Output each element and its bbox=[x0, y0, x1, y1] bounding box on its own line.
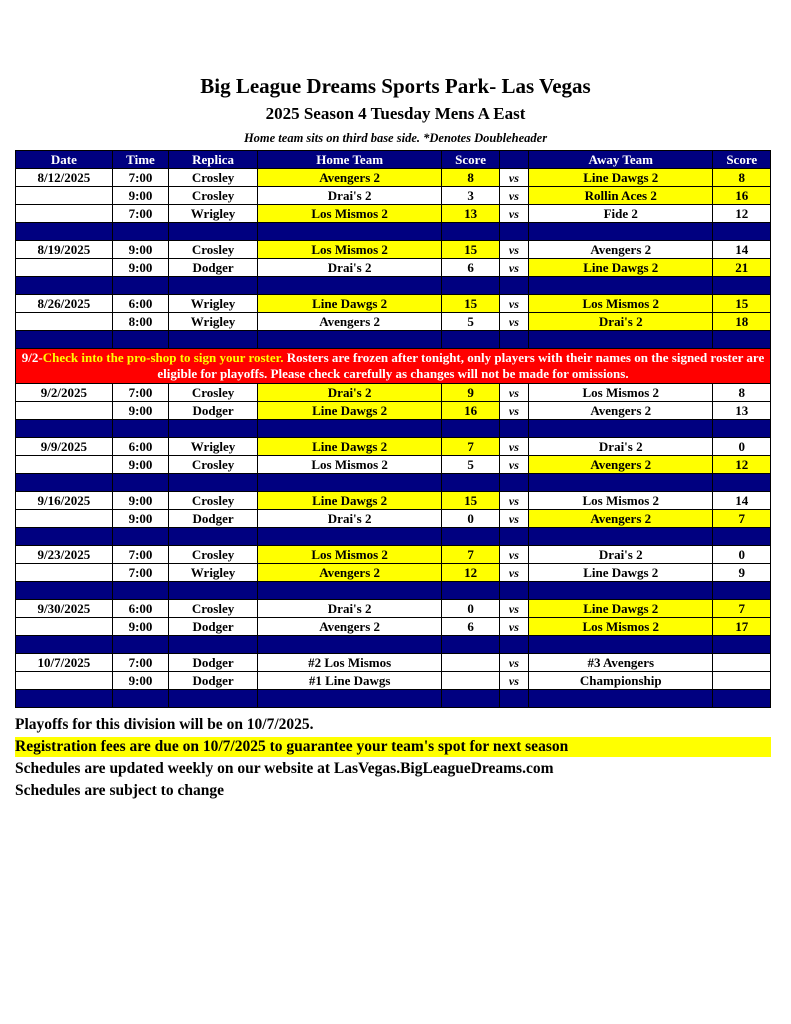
separator-row bbox=[16, 690, 771, 708]
game-date: 8/12/2025 bbox=[16, 169, 113, 187]
separator-cell bbox=[112, 528, 168, 546]
separator-cell bbox=[529, 223, 713, 241]
separator-cell bbox=[713, 277, 771, 295]
away-team: Line Dawgs 2 bbox=[529, 259, 713, 277]
separator-cell bbox=[713, 223, 771, 241]
vs-label: vs bbox=[499, 187, 528, 205]
vs-label: vs bbox=[499, 456, 528, 474]
home-score: 0 bbox=[442, 600, 499, 618]
separator-cell bbox=[442, 474, 499, 492]
separator-cell bbox=[112, 331, 168, 349]
field-replica: Crosley bbox=[169, 384, 258, 402]
game-time: 6:00 bbox=[112, 438, 168, 456]
game-time: 7:00 bbox=[112, 384, 168, 402]
game-date: 8/26/2025 bbox=[16, 295, 113, 313]
vs-label: vs bbox=[499, 295, 528, 313]
away-team: #3 Avengers bbox=[529, 654, 713, 672]
home-score: 15 bbox=[442, 295, 499, 313]
separator-cell bbox=[169, 331, 258, 349]
col-header-home-score: Score bbox=[442, 151, 499, 169]
home-team: Line Dawgs 2 bbox=[257, 438, 441, 456]
separator-cell bbox=[257, 690, 441, 708]
separator-cell bbox=[112, 690, 168, 708]
separator-cell bbox=[442, 277, 499, 295]
away-team: Drai's 2 bbox=[529, 546, 713, 564]
separator-row bbox=[16, 331, 771, 349]
subject-note: Schedules are subject to change bbox=[15, 782, 224, 799]
vs-label: vs bbox=[499, 402, 528, 420]
game-row bbox=[16, 654, 771, 672]
game-date bbox=[16, 187, 113, 205]
field-replica: Wrigley bbox=[169, 205, 258, 223]
separator-cell bbox=[713, 582, 771, 600]
home-score: 15 bbox=[442, 492, 499, 510]
away-team: Los Mismos 2 bbox=[529, 492, 713, 510]
game-time: 9:00 bbox=[112, 618, 168, 636]
game-row bbox=[16, 672, 771, 690]
game-time: 8:00 bbox=[112, 313, 168, 331]
away-score: 0 bbox=[713, 546, 771, 564]
away-score: 7 bbox=[713, 510, 771, 528]
away-team: Rollin Aces 2 bbox=[529, 187, 713, 205]
notice-highlight: Check into the pro-shop to sign your roster. bbox=[42, 350, 284, 365]
roster-notice-row bbox=[16, 349, 771, 384]
separator-cell bbox=[442, 690, 499, 708]
home-team: Los Mismos 2 bbox=[257, 241, 441, 259]
game-date bbox=[16, 205, 113, 223]
separator-cell bbox=[499, 223, 528, 241]
away-score: 17 bbox=[713, 618, 771, 636]
separator-cell bbox=[16, 420, 113, 438]
game-date: 9/23/2025 bbox=[16, 546, 113, 564]
col-header-vs bbox=[499, 151, 528, 169]
separator-cell bbox=[257, 277, 441, 295]
away-team: Los Mismos 2 bbox=[529, 295, 713, 313]
separator-cell bbox=[529, 277, 713, 295]
table-header-row bbox=[16, 151, 771, 169]
vs-label: vs bbox=[499, 672, 528, 690]
game-row bbox=[16, 600, 771, 618]
separator-cell bbox=[713, 474, 771, 492]
website-note: Schedules are updated weekly on our website at LasVegas.BigLeagueDreams.com bbox=[15, 760, 554, 777]
game-row bbox=[16, 259, 771, 277]
separator-cell bbox=[257, 528, 441, 546]
home-team: Drai's 2 bbox=[257, 259, 441, 277]
roster-notice bbox=[16, 349, 771, 384]
away-score: 14 bbox=[713, 241, 771, 259]
game-date bbox=[16, 564, 113, 582]
playoffs-note: Playoffs for this division will be on 10/7/2025. bbox=[15, 716, 314, 733]
home-score: 0 bbox=[442, 510, 499, 528]
separator-cell bbox=[529, 420, 713, 438]
game-time: 6:00 bbox=[112, 600, 168, 618]
separator-cell bbox=[16, 636, 113, 654]
home-team: Avengers 2 bbox=[257, 169, 441, 187]
col-header-home-team: Home Team bbox=[257, 151, 441, 169]
game-time: 9:00 bbox=[112, 241, 168, 259]
separator-cell bbox=[442, 636, 499, 654]
game-date: 9/16/2025 bbox=[16, 492, 113, 510]
separator-cell bbox=[529, 582, 713, 600]
home-team: #2 Los Mismos bbox=[257, 654, 441, 672]
home-score: 7 bbox=[442, 438, 499, 456]
separator-cell bbox=[257, 223, 441, 241]
home-team: Line Dawgs 2 bbox=[257, 295, 441, 313]
game-row bbox=[16, 295, 771, 313]
away-team: Line Dawgs 2 bbox=[529, 600, 713, 618]
separator-cell bbox=[112, 420, 168, 438]
vs-label: vs bbox=[499, 384, 528, 402]
away-score bbox=[713, 672, 771, 690]
separator-cell bbox=[112, 474, 168, 492]
home-score: 3 bbox=[442, 187, 499, 205]
away-score bbox=[713, 654, 771, 672]
home-team: Drai's 2 bbox=[257, 384, 441, 402]
away-score: 14 bbox=[713, 492, 771, 510]
field-replica: Wrigley bbox=[169, 295, 258, 313]
separator-cell bbox=[499, 420, 528, 438]
game-time: 7:00 bbox=[112, 169, 168, 187]
away-team: Drai's 2 bbox=[529, 313, 713, 331]
game-time: 9:00 bbox=[112, 672, 168, 690]
away-team: Avengers 2 bbox=[529, 510, 713, 528]
separator-cell bbox=[16, 582, 113, 600]
separator-row bbox=[16, 528, 771, 546]
home-score: 9 bbox=[442, 384, 499, 402]
separator-cell bbox=[169, 636, 258, 654]
game-row bbox=[16, 241, 771, 259]
separator-cell bbox=[169, 690, 258, 708]
vs-label: vs bbox=[499, 241, 528, 259]
home-score: 7 bbox=[442, 546, 499, 564]
game-row bbox=[16, 546, 771, 564]
game-date bbox=[16, 672, 113, 690]
home-team: #1 Line Dawgs bbox=[257, 672, 441, 690]
separator-cell bbox=[257, 636, 441, 654]
away-score: 9 bbox=[713, 564, 771, 582]
away-score: 7 bbox=[713, 600, 771, 618]
separator-row bbox=[16, 582, 771, 600]
game-time: 7:00 bbox=[112, 654, 168, 672]
game-time: 7:00 bbox=[112, 546, 168, 564]
game-row bbox=[16, 492, 771, 510]
separator-cell bbox=[112, 277, 168, 295]
separator-cell bbox=[529, 636, 713, 654]
game-date bbox=[16, 510, 113, 528]
field-replica: Crosley bbox=[169, 241, 258, 259]
separator-cell bbox=[713, 528, 771, 546]
game-row bbox=[16, 313, 771, 331]
separator-cell bbox=[529, 474, 713, 492]
home-score: 6 bbox=[442, 259, 499, 277]
separator-cell bbox=[713, 690, 771, 708]
home-score bbox=[442, 672, 499, 690]
separator-cell bbox=[499, 690, 528, 708]
game-date: 10/7/2025 bbox=[16, 654, 113, 672]
separator-cell bbox=[169, 528, 258, 546]
separator-cell bbox=[257, 474, 441, 492]
home-score: 16 bbox=[442, 402, 499, 420]
field-replica: Crosley bbox=[169, 169, 258, 187]
separator-row bbox=[16, 636, 771, 654]
col-header-time: Time bbox=[112, 151, 168, 169]
home-team: Drai's 2 bbox=[257, 187, 441, 205]
home-score: 12 bbox=[442, 564, 499, 582]
home-team: Los Mismos 2 bbox=[257, 205, 441, 223]
away-score: 12 bbox=[713, 205, 771, 223]
field-replica: Crosley bbox=[169, 546, 258, 564]
game-date bbox=[16, 402, 113, 420]
field-replica: Wrigley bbox=[169, 564, 258, 582]
home-score: 6 bbox=[442, 618, 499, 636]
field-replica: Crosley bbox=[169, 456, 258, 474]
game-row bbox=[16, 456, 771, 474]
home-score: 5 bbox=[442, 456, 499, 474]
field-replica: Dodger bbox=[169, 259, 258, 277]
home-score: 15 bbox=[442, 241, 499, 259]
game-time: 7:00 bbox=[112, 564, 168, 582]
field-replica: Crosley bbox=[169, 492, 258, 510]
away-team: Drai's 2 bbox=[529, 438, 713, 456]
separator-cell bbox=[442, 331, 499, 349]
separator-cell bbox=[16, 690, 113, 708]
game-date: 9/2/2025 bbox=[16, 384, 113, 402]
separator-cell bbox=[499, 277, 528, 295]
away-team: Avengers 2 bbox=[529, 456, 713, 474]
vs-label: vs bbox=[499, 313, 528, 331]
game-date: 9/30/2025 bbox=[16, 600, 113, 618]
home-score: 8 bbox=[442, 169, 499, 187]
vs-label: vs bbox=[499, 600, 528, 618]
vs-label: vs bbox=[499, 618, 528, 636]
separator-cell bbox=[713, 331, 771, 349]
away-team: Avengers 2 bbox=[529, 402, 713, 420]
game-row bbox=[16, 384, 771, 402]
home-team: Line Dawgs 2 bbox=[257, 492, 441, 510]
home-team: Avengers 2 bbox=[257, 618, 441, 636]
game-time: 9:00 bbox=[112, 456, 168, 474]
header-note: Home team sits on third base side. *Denotes Doubleheader bbox=[243, 131, 548, 145]
game-time: 9:00 bbox=[112, 402, 168, 420]
game-time: 6:00 bbox=[112, 295, 168, 313]
col-header-date: Date bbox=[16, 151, 113, 169]
home-team: Avengers 2 bbox=[257, 313, 441, 331]
game-date: 8/19/2025 bbox=[16, 241, 113, 259]
separator-cell bbox=[442, 582, 499, 600]
away-team: Los Mismos 2 bbox=[529, 618, 713, 636]
away-score: 12 bbox=[713, 456, 771, 474]
separator-cell bbox=[529, 528, 713, 546]
game-time: 9:00 bbox=[112, 510, 168, 528]
game-date bbox=[16, 313, 113, 331]
vs-label: vs bbox=[499, 438, 528, 456]
field-replica: Dodger bbox=[169, 672, 258, 690]
away-score: 16 bbox=[713, 187, 771, 205]
game-row bbox=[16, 187, 771, 205]
notice-date: 9/2- bbox=[21, 350, 43, 365]
field-replica: Dodger bbox=[169, 402, 258, 420]
away-score: 8 bbox=[713, 384, 771, 402]
game-date: 9/9/2025 bbox=[16, 438, 113, 456]
separator-cell bbox=[112, 223, 168, 241]
home-team: Los Mismos 2 bbox=[257, 456, 441, 474]
game-row bbox=[16, 169, 771, 187]
field-replica: Wrigley bbox=[169, 438, 258, 456]
home-score bbox=[442, 654, 499, 672]
vs-label: vs bbox=[499, 564, 528, 582]
away-score: 21 bbox=[713, 259, 771, 277]
notice-text: Rosters are frozen after tonight, only players with their names on the signed roster are eligible for playoffs. Please check carefully as changes will not be made for omissions. bbox=[157, 350, 765, 381]
separator-cell bbox=[442, 420, 499, 438]
separator-cell bbox=[529, 331, 713, 349]
home-score: 5 bbox=[442, 313, 499, 331]
away-team: Avengers 2 bbox=[529, 241, 713, 259]
separator-row bbox=[16, 420, 771, 438]
field-replica: Dodger bbox=[169, 510, 258, 528]
home-team: Avengers 2 bbox=[257, 564, 441, 582]
away-team: Los Mismos 2 bbox=[529, 384, 713, 402]
vs-label: vs bbox=[499, 169, 528, 187]
separator-cell bbox=[499, 331, 528, 349]
separator-cell bbox=[499, 636, 528, 654]
page-title: Big League Dreams Sports Park- Las Vegas bbox=[200, 74, 591, 98]
vs-label: vs bbox=[499, 546, 528, 564]
away-team: Championship bbox=[529, 672, 713, 690]
home-team: Los Mismos 2 bbox=[257, 546, 441, 564]
separator-row bbox=[16, 277, 771, 295]
separator-cell bbox=[112, 636, 168, 654]
game-row bbox=[16, 402, 771, 420]
field-replica: Dodger bbox=[169, 654, 258, 672]
registration-note: Registration fees are due on 10/7/2025 to guarantee your team's spot for next season bbox=[15, 737, 771, 757]
away-score: 18 bbox=[713, 313, 771, 331]
separator-cell bbox=[257, 582, 441, 600]
schedule-body bbox=[16, 169, 771, 708]
game-date bbox=[16, 259, 113, 277]
away-team: Fide 2 bbox=[529, 205, 713, 223]
separator-cell bbox=[257, 331, 441, 349]
col-header-away-score: Score bbox=[713, 151, 771, 169]
separator-cell bbox=[713, 420, 771, 438]
game-time: 9:00 bbox=[112, 259, 168, 277]
field-replica: Wrigley bbox=[169, 313, 258, 331]
separator-cell bbox=[442, 528, 499, 546]
away-score: 13 bbox=[713, 402, 771, 420]
game-date bbox=[16, 456, 113, 474]
separator-cell bbox=[16, 528, 113, 546]
away-score: 0 bbox=[713, 438, 771, 456]
separator-cell bbox=[169, 223, 258, 241]
page-subtitle: 2025 Season 4 Tuesday Mens A East bbox=[265, 104, 526, 123]
separator-row bbox=[16, 223, 771, 241]
col-header-replica: Replica bbox=[169, 151, 258, 169]
home-team: Drai's 2 bbox=[257, 600, 441, 618]
game-time: 7:00 bbox=[112, 205, 168, 223]
game-row bbox=[16, 510, 771, 528]
field-replica: Dodger bbox=[169, 618, 258, 636]
separator-cell bbox=[529, 690, 713, 708]
vs-label: vs bbox=[499, 205, 528, 223]
away-team: Line Dawgs 2 bbox=[529, 564, 713, 582]
home-score: 13 bbox=[442, 205, 499, 223]
separator-cell bbox=[16, 277, 113, 295]
separator-cell bbox=[16, 331, 113, 349]
separator-cell bbox=[713, 636, 771, 654]
separator-cell bbox=[112, 582, 168, 600]
vs-label: vs bbox=[499, 510, 528, 528]
game-time: 9:00 bbox=[112, 492, 168, 510]
game-row bbox=[16, 438, 771, 456]
vs-label: vs bbox=[499, 259, 528, 277]
game-row bbox=[16, 618, 771, 636]
separator-cell bbox=[169, 582, 258, 600]
game-date bbox=[16, 618, 113, 636]
separator-cell bbox=[499, 528, 528, 546]
separator-cell bbox=[499, 582, 528, 600]
separator-cell bbox=[499, 474, 528, 492]
home-team: Drai's 2 bbox=[257, 510, 441, 528]
separator-cell bbox=[257, 420, 441, 438]
home-team: Line Dawgs 2 bbox=[257, 402, 441, 420]
separator-cell bbox=[16, 223, 113, 241]
separator-cell bbox=[169, 474, 258, 492]
col-header-away-team: Away Team bbox=[529, 151, 713, 169]
separator-cell bbox=[169, 420, 258, 438]
schedule-table bbox=[15, 150, 771, 708]
game-time: 9:00 bbox=[112, 187, 168, 205]
away-score: 8 bbox=[713, 169, 771, 187]
separator-cell bbox=[169, 277, 258, 295]
separator-row bbox=[16, 474, 771, 492]
field-replica: Crosley bbox=[169, 187, 258, 205]
field-replica: Crosley bbox=[169, 600, 258, 618]
separator-cell bbox=[442, 223, 499, 241]
vs-label: vs bbox=[499, 654, 528, 672]
away-score: 15 bbox=[713, 295, 771, 313]
separator-cell bbox=[16, 474, 113, 492]
game-row bbox=[16, 205, 771, 223]
vs-label: vs bbox=[499, 492, 528, 510]
away-team: Line Dawgs 2 bbox=[529, 169, 713, 187]
game-row bbox=[16, 564, 771, 582]
